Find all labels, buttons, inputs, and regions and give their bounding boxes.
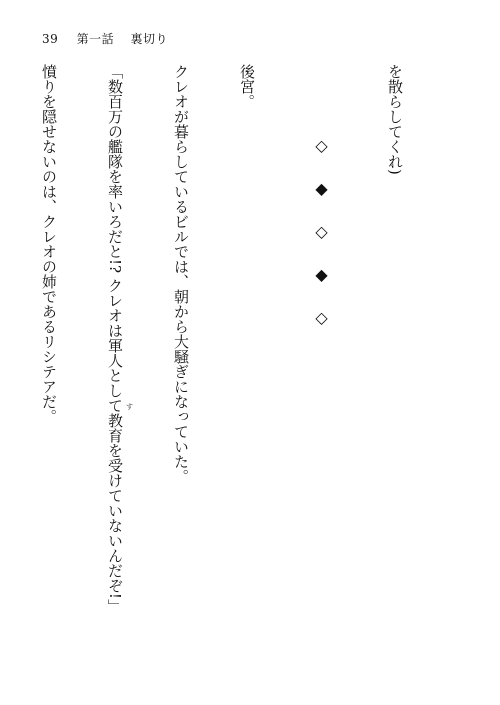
page-number: 39	[42, 32, 59, 46]
vertical-text-body	[40, 64, 450, 674]
chapter-title: 裏切り	[130, 32, 168, 46]
text-line: 憤りを隠せないのは、クレオの姉であるリシテアだ。	[40, 64, 58, 424]
chapter-label: 第一話	[76, 32, 115, 46]
text-line: を散らしてくれ)	[386, 64, 404, 175]
furigana-annotation: す	[126, 403, 133, 411]
page-header	[42, 30, 168, 47]
text-line: クレオが暮らしているビルでは、朝から大騒ぎになっていた。	[172, 64, 190, 484]
text-line: 後宮。	[238, 64, 256, 109]
text-line: 「数百万の艦隊を率いろだと!? クレオは軍人として教育を受けていないんだぞ!」	[106, 64, 124, 614]
scene-break-ornament: ◇◆◇◆◇	[312, 136, 331, 351]
